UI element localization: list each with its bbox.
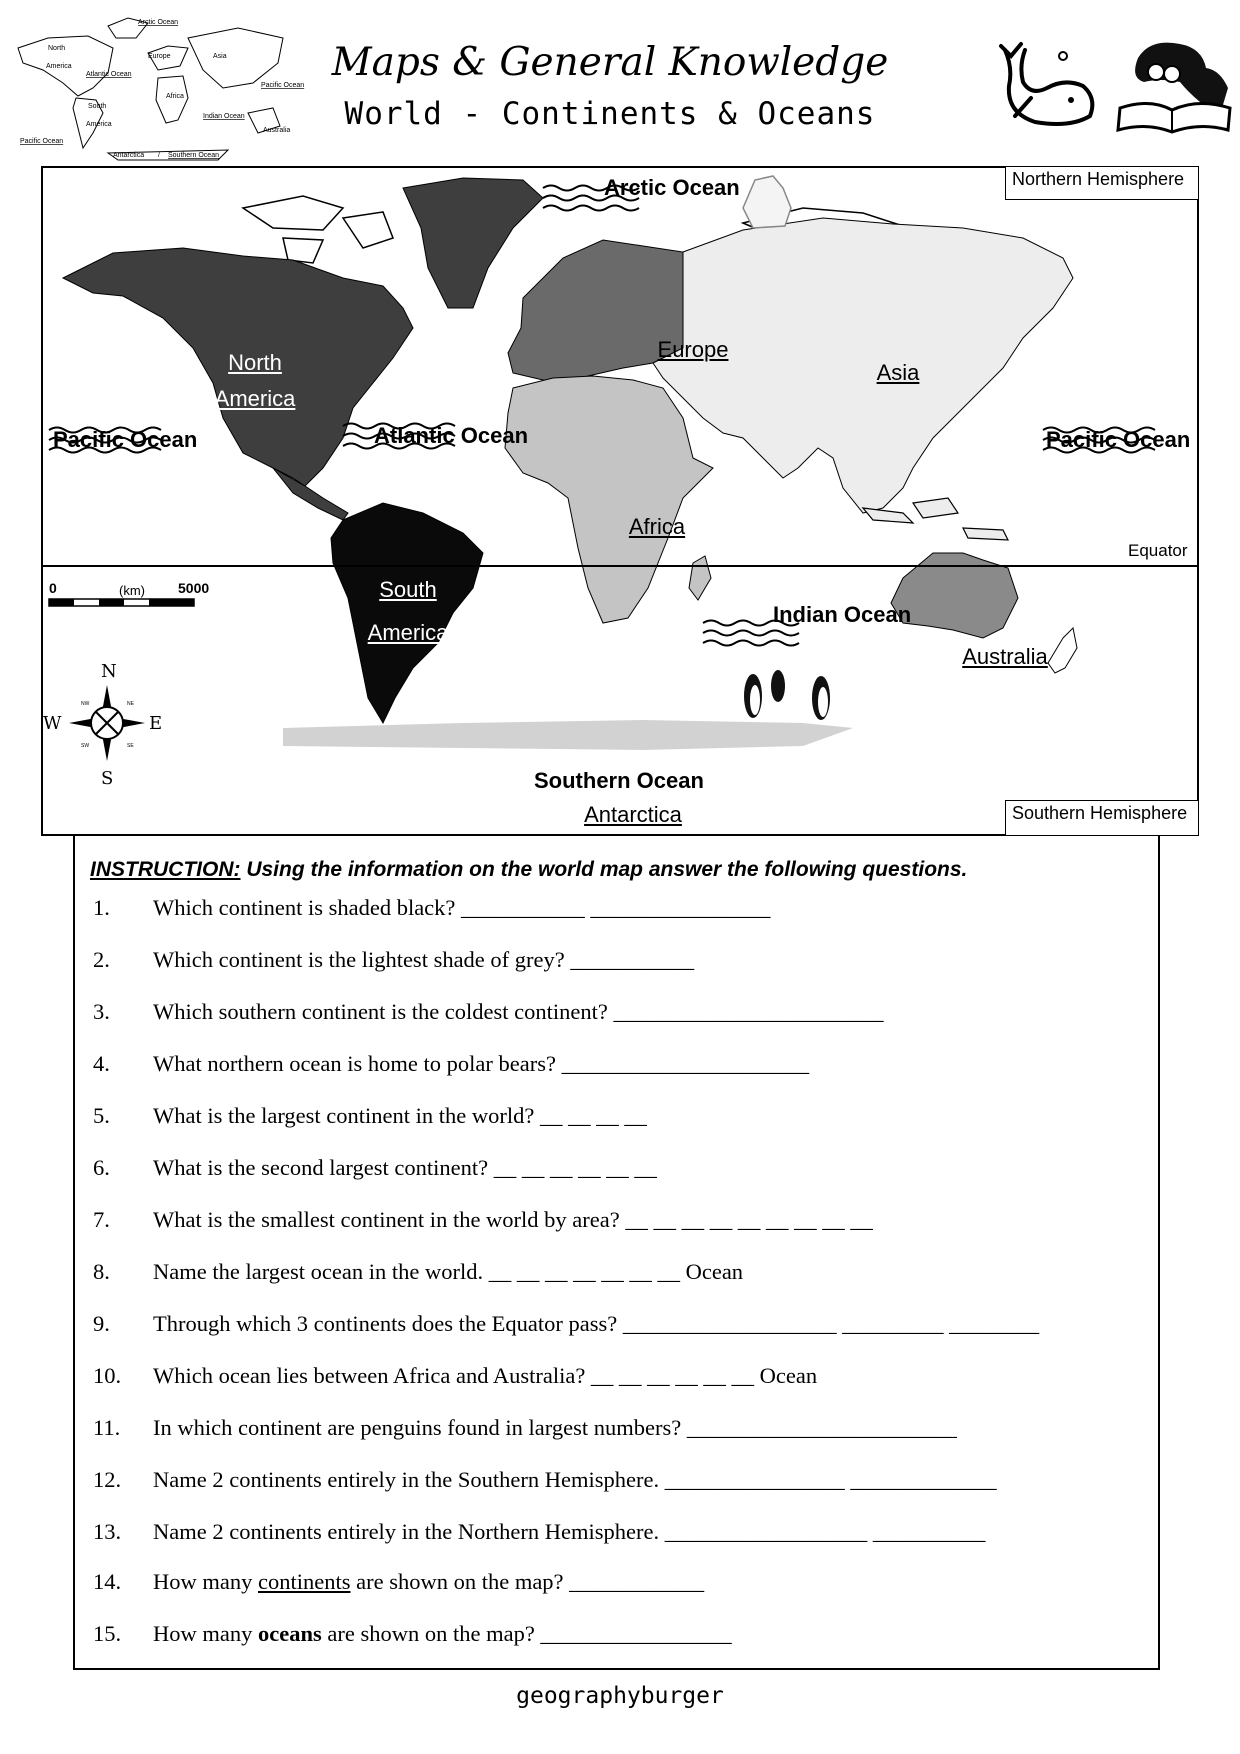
question-number: 12. xyxy=(93,1467,122,1492)
mini-slash: / xyxy=(158,152,160,159)
question-text: Which continent is the lightest shade of grey? ___________ xyxy=(153,947,695,972)
compass-e: E xyxy=(149,713,163,734)
question-text: Name 2 continents entirely in the Northern Hemisphere. __________________ __________ xyxy=(153,1519,986,1544)
mini-asia-label: Asia xyxy=(213,53,227,60)
mini-pacific-west-label: Pacific Ocean xyxy=(20,138,64,145)
north-america-label-2: America xyxy=(214,386,296,411)
question-number: 9. xyxy=(93,1311,110,1336)
instruction-text: Using the information on the world map answer the following questions. xyxy=(240,858,968,881)
mini-world-map xyxy=(8,8,308,168)
europe-label: Europe xyxy=(657,337,729,362)
question-number: 7. xyxy=(93,1207,110,1232)
greenland-shape xyxy=(403,178,543,308)
mini-indian-label: Indian Ocean xyxy=(203,113,245,120)
atlantic-ocean-label: Atlantic Ocean xyxy=(374,423,529,448)
scale-min: 0 xyxy=(49,580,57,596)
compass-n: N xyxy=(101,661,117,682)
question-15-number: 15. xyxy=(93,1621,122,1646)
question-14-emphasis: continents xyxy=(258,1569,351,1594)
mini-world-map-drawing xyxy=(8,8,308,168)
world-map xyxy=(43,168,1197,834)
question-15-pre: How many xyxy=(153,1621,258,1646)
compass-w: W xyxy=(43,713,62,734)
question-text: Which southern continent is the coldest continent? ________________________ xyxy=(153,999,884,1024)
question-text: What is the largest continent in the world? __ __ __ __ xyxy=(153,1103,647,1128)
scale-max: 5000 xyxy=(178,580,210,596)
question-text: Through which 3 continents does the Equator pass? ___________________ _________ ________ xyxy=(153,1311,1040,1336)
question-number: 3. xyxy=(93,999,110,1024)
antarctica-shape xyxy=(283,720,853,750)
mini-arctic-label: Arctic Ocean xyxy=(138,19,179,26)
question-14-post: are shown on the map? ____________ xyxy=(350,1569,705,1594)
pacific-ocean-east-label: Pacific Ocean xyxy=(1046,427,1191,452)
reading-man-icon xyxy=(1110,38,1235,136)
mini-africa-label: Africa xyxy=(166,93,184,100)
question-number: 11. xyxy=(93,1415,121,1440)
antarctica-label: Antarctica xyxy=(584,802,682,827)
asia-shape xyxy=(653,218,1073,513)
madagascar-shape xyxy=(689,556,711,600)
question-number: 10. xyxy=(93,1363,122,1388)
question-text: In which continent are penguins found in largest numbers? ________________________ xyxy=(153,1415,957,1440)
compass-nw: NW xyxy=(81,701,90,707)
south-america-label-1: South xyxy=(379,577,437,602)
question-14-number: 14. xyxy=(93,1569,122,1594)
mini-america-label: America xyxy=(46,63,72,70)
instruction xyxy=(90,858,967,882)
mini-pacific-label: Pacific Ocean xyxy=(261,82,305,89)
instruction-lead: INSTRUCTION: xyxy=(90,858,241,881)
question-14-pre: How many xyxy=(153,1569,258,1594)
mini-australia-label: Australia xyxy=(263,127,291,134)
polar-bear-icon xyxy=(743,176,791,228)
indian-ocean-label: Indian Ocean xyxy=(773,602,912,627)
question-text: Name 2 continents entirely in the Southern Hemisphere. ________________ _____________ xyxy=(153,1467,997,1492)
question-text: What is the second largest continent? __ __ __ __ __ __ xyxy=(153,1155,657,1180)
question-number: 4. xyxy=(93,1051,110,1076)
south-america-shape xyxy=(331,503,483,723)
question-text: Which continent is shaded black? ___________ ________________ xyxy=(153,895,771,920)
mini-southern-label: Southern Ocean xyxy=(168,152,219,159)
page-title: Maps & General Knowledge xyxy=(331,40,889,85)
south-america-label-2: America xyxy=(367,620,449,645)
compass-rose-icon xyxy=(43,661,162,789)
pacific-ocean-west-label: Pacific Ocean xyxy=(53,427,198,452)
africa-shape xyxy=(505,376,713,623)
penguins-icon xyxy=(744,670,830,720)
question-15-post: are shown on the map? _________________ xyxy=(321,1621,732,1646)
question-number: 5. xyxy=(93,1103,110,1128)
compass-se: SE xyxy=(127,743,134,749)
equator-label: Equator xyxy=(1128,541,1188,560)
compass-s: S xyxy=(101,768,114,789)
question-text: What northern ocean is home to polar bears? ______________________ xyxy=(153,1051,810,1076)
mini-south-america-label: America xyxy=(86,121,112,128)
whale-icon xyxy=(995,38,1100,130)
compass-ne: NE xyxy=(127,701,134,707)
mini-north-label: North xyxy=(48,45,66,52)
question-text: What is the smallest continent in the world by area? __ __ __ __ __ __ __ __ __ xyxy=(153,1207,873,1232)
mini-atlantic-label: Atlantic Ocean xyxy=(86,71,132,78)
question-number: 2. xyxy=(93,947,110,972)
asia-label: Asia xyxy=(876,360,920,385)
question-text: Name the largest ocean in the world. __ __ __ __ __ __ __ Ocean xyxy=(153,1259,744,1284)
mini-europe-label: Europe xyxy=(148,53,171,60)
africa-label: Africa xyxy=(628,514,686,539)
southern-hemisphere-label: Southern Hemisphere xyxy=(1005,800,1199,836)
australia-label: Australia xyxy=(962,644,1048,669)
arctic-ocean-label: Arctic Ocean xyxy=(604,175,740,200)
question-number: 6. xyxy=(93,1155,110,1180)
north-america-label-1: North xyxy=(228,350,282,375)
question-text: Which ocean lies between Africa and Australia? __ __ __ __ __ __ Ocean xyxy=(153,1363,818,1388)
scale-bar xyxy=(49,580,209,606)
footer-brand: geographyburger xyxy=(516,1683,724,1709)
question-15-emphasis: oceans xyxy=(258,1621,322,1646)
mini-antarctica-label: Antarctica xyxy=(113,152,145,159)
scale-unit: (km) xyxy=(119,583,145,598)
northern-hemisphere-label: Northern Hemisphere xyxy=(1005,166,1199,200)
mini-south-label: South xyxy=(88,103,107,110)
question-number: 8. xyxy=(93,1259,110,1284)
southern-ocean-label: Southern Ocean xyxy=(534,768,704,793)
question-number: 13. xyxy=(93,1519,122,1544)
question-number: 1. xyxy=(93,895,110,920)
page-subtitle: World - Continents & Oceans xyxy=(344,96,876,132)
compass-sw: SW xyxy=(81,743,90,749)
